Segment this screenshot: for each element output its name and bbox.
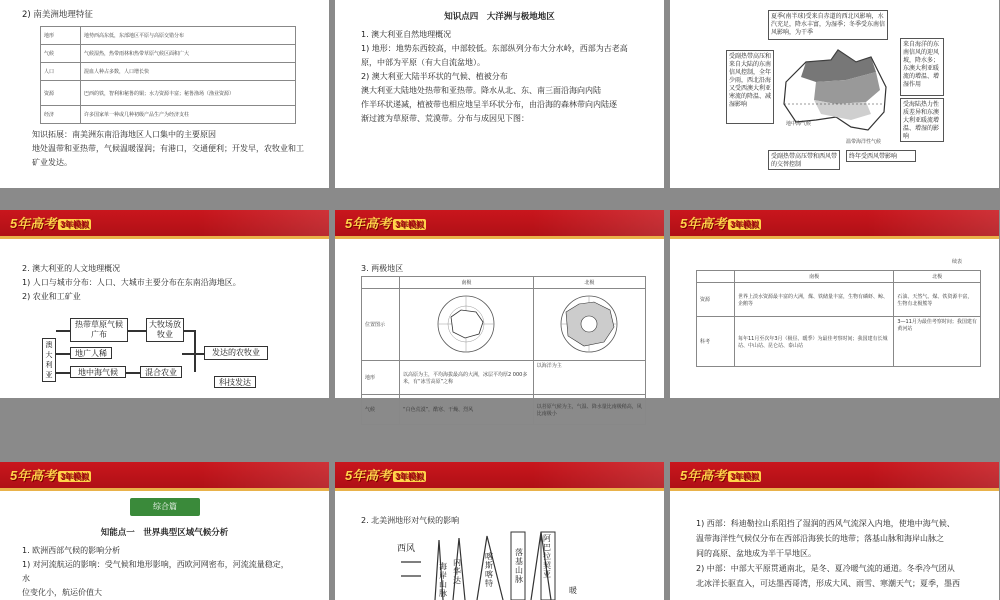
body-line: 1) 西部：科迪勒拉山系阻挡了湿润的西风气流深入内地，使地中海气候、: [696, 519, 955, 528]
polar-table: [361, 276, 646, 425]
flow-node: 科技发达: [214, 376, 256, 388]
slide-banner: [670, 210, 999, 236]
wind-label: 西风: [397, 544, 416, 554]
slide-heading: 2. 北美洲地形对气候的影响: [361, 516, 460, 525]
body-line: 北冰洋长驱直入，可达墨西哥湾，形成大风、雨雪、寒潮天气；夏季，墨西: [696, 579, 960, 588]
table-cell: 资源: [41, 81, 81, 106]
annotation-box: 终年受西风带影响: [846, 150, 916, 162]
table-cell: 地势西高东低，东部地区平原与高原交错分布: [81, 27, 296, 45]
body-line: 地处温带和亚热带，气候温暖湿润；有港口，交通便利；开发早，农牧业和工: [32, 144, 304, 153]
flow-node: 大牧场放牧业: [146, 318, 184, 342]
slide-banner: [335, 462, 664, 488]
body-line: 1. 欧洲西部气候的影响分析: [22, 546, 121, 555]
table-cell: 以海洋为主: [533, 361, 645, 395]
table-header: 北极: [533, 277, 645, 289]
brand-logo: 5年高考 3年模拟: [680, 216, 759, 231]
slide-thumbnail-8[interactable]: [335, 462, 664, 600]
annotation-box: 受海陆热力性质差异和东澳大利亚暖流增温、增湿的影响: [900, 98, 944, 142]
table-cell: 气候: [362, 395, 400, 425]
slide-banner: [335, 210, 664, 236]
flow-node: 发达的农牧业: [204, 346, 268, 360]
slide-body: [22, 262, 327, 304]
slide-thumbnail-6[interactable]: [670, 210, 999, 398]
body-line: 1) 人口与城市分布：人口、大城市主要分布在东南沿海地区。: [22, 278, 241, 287]
terrain-label: 内华达: [453, 558, 461, 585]
slide-thumbnail-3[interactable]: [670, 0, 999, 188]
body-line: 澳大利亚大陆地处热带和亚热带。降水从北、东、南三面沿海向内陆: [361, 86, 601, 95]
annotation-box: 受副热带高压和来自大陆的东南信风控制，全年少雨，西北沿海又受西澳大利亚寒流的降温、减湿影响: [726, 50, 774, 124]
body-line: 原，中部为平原（有大自流盆地）。: [361, 58, 485, 67]
slide-thumbnail-7[interactable]: [0, 462, 329, 600]
table-cell: 每年11月至次年3月（极昼、暖季）为最佳考察时间；我国建有长城站、中山站、昆仑站、泰山站: [735, 317, 894, 367]
table-cell: 资源: [697, 283, 735, 317]
table-cell: 巴西的铁，智利和秘鲁的铜；水力资源丰富；秘鲁渔场（渔业资源）: [81, 81, 296, 106]
body-line: 作半环状递减，植被带也相应地呈半环状分布，由沿海的森林带向内陆逐: [361, 100, 617, 109]
slide-title: 知识点四 大洋洲与极地地区: [444, 12, 555, 22]
slide-body: [32, 128, 327, 170]
terrain-label: 落基山脉: [515, 548, 523, 584]
slide-banner: [0, 210, 329, 236]
slide-body: [696, 516, 996, 591]
slide-thumbnail-4[interactable]: [0, 210, 329, 398]
table-cell: 经济: [41, 106, 81, 124]
slide-thumbnail-5[interactable]: [335, 210, 664, 417]
flow-node: 地中海气候: [70, 366, 126, 378]
body-line: 2) 澳大利亚大陆半环状的气候、植被分布: [361, 72, 508, 81]
body-line: 温带海洋性气候仅分布在西部沿海狭长的地带；落基山脉和海岸山脉之: [696, 534, 944, 543]
brand-logo: 5年高考 3年模拟: [680, 468, 759, 483]
terrain-label: 喀斯喀特: [485, 552, 493, 588]
annotation-box: 夏季(南半球)受来自赤道的西北风影响，水汽充足，降水丰富，为湿季；冬季受东南信风影响，为干季: [768, 10, 888, 40]
table-cell: 科考: [697, 317, 735, 367]
flow-node: 热带草原气候广布: [70, 318, 128, 342]
table-header: 南极: [735, 271, 894, 283]
table-cell: 以苔原气候为主，气温、降水量比南极稍高，风比南极小: [533, 395, 645, 425]
table-cell: 以高原为主，平均海拔最高的大洲，冰层平均厚2 000多米，有“冰雪高原”之称: [400, 361, 534, 395]
body-line: 知识拓展：南美洲东南沿海地区人口集中的主要原因: [32, 130, 216, 139]
brand-logo: 5年高考 3年模拟: [10, 216, 89, 231]
slide-title: 知能点一 世界典型区域气候分析: [100, 528, 229, 538]
slide-heading: 3. 两极地区: [361, 264, 404, 273]
antarctica-map-icon: [421, 292, 511, 356]
terrain-label: 阿巴拉契亚: [543, 534, 551, 579]
slide-thumbnail-2[interactable]: [335, 0, 664, 188]
terrain-label: 海岸山脉: [439, 562, 447, 598]
brand-logo: 5年高考 3年模拟: [345, 468, 424, 483]
table-header: 南极: [400, 277, 534, 289]
table-cell: 人口: [41, 63, 81, 81]
slide-body: [22, 544, 327, 600]
table-cell: 石油、天然气、煤、铁资源丰富，生物有北极熊等: [894, 283, 981, 317]
table-cell: 世界上淡水资源最丰富的大洲，煤、铁储量丰富，生物有磷虾、鲸、企鹅等: [735, 283, 894, 317]
table-cell: “白色荒漠”，酷寒、干燥、烈风: [400, 395, 534, 425]
south-america-table: [40, 26, 296, 124]
table-cell: 地形: [362, 361, 400, 395]
brand-logo: 5年高考 3年模拟: [10, 468, 89, 483]
table-cell: 3—11月为最佳考察时间；我国建有黄河站: [894, 317, 981, 367]
slide-banner: [670, 462, 999, 488]
flow-node: 澳大利亚: [42, 338, 56, 382]
slide-thumbnail-9[interactable]: [670, 462, 999, 600]
table-cell: 许多国家单一种或几种初级产品生产为经济支柱: [81, 106, 296, 124]
table-cell: 位置图示: [362, 289, 400, 361]
polar-table-continued: [696, 270, 981, 367]
annotation-box: 来自海洋的东南信风的迎风坡，降水多；东澳大利亚暖流的增温、增湿作用: [900, 38, 944, 96]
body-line: 2) 农业和工矿业: [22, 292, 81, 301]
body-line: 矿业发达。: [32, 158, 72, 167]
flow-node: 地广人稀: [70, 347, 112, 359]
body-line: 渐过渡为草原带、荒漠带。分布与成因见下图：: [361, 114, 529, 123]
map-label: 温带海洋性气候: [846, 139, 882, 145]
section-tag: 综合篇: [130, 498, 200, 516]
slide-body: [361, 28, 661, 126]
body-line: 2) 中部：中部大平原贯通南北，是冬、夏冷暖气流的通道。冬季冷气团从: [696, 564, 955, 573]
table-cell: 气候湿热，热带雨林和热带草原气候区面积广大: [81, 45, 296, 63]
body-line: 1. 澳大利亚自然地理概况: [361, 30, 452, 39]
body-line: 1) 地形：地势东西较高，中部较低。东部纵列分布大分水岭，西部为古老高: [361, 44, 628, 53]
continued-label: 续表: [952, 259, 963, 265]
slide-heading: 2) 南美洲地理特征: [22, 10, 93, 20]
map-label: 地中海气候: [786, 121, 812, 127]
terrain-label: 暖: [569, 586, 577, 595]
table-cell: 气候: [41, 45, 81, 63]
brand-logo: 5年高考 3年模拟: [345, 216, 424, 231]
table-cell: 混血人种占多数，人口增长快: [81, 63, 296, 81]
body-line: 位变化小，航运价值大: [22, 588, 102, 597]
flow-node: 混合农业: [140, 366, 182, 378]
slide-thumbnail-1[interactable]: [0, 0, 329, 188]
body-line: 1) 对河流航运的影响：受气候和地形影响，西欧河网密布，河流流量稳定，: [22, 560, 289, 569]
table-cell: 地形: [41, 27, 81, 45]
body-line: 间的高原、盆地成为半干旱地区。: [696, 549, 816, 558]
arctic-map-icon: [544, 292, 634, 356]
annotation-box: 受副热带高压带和西风带的交替控制: [768, 150, 840, 170]
table-header: 北极: [894, 271, 981, 283]
body-line: 2. 澳大利亚的人文地理概况: [22, 264, 121, 273]
slide-banner: [0, 462, 329, 488]
body-line: 水: [22, 574, 30, 583]
